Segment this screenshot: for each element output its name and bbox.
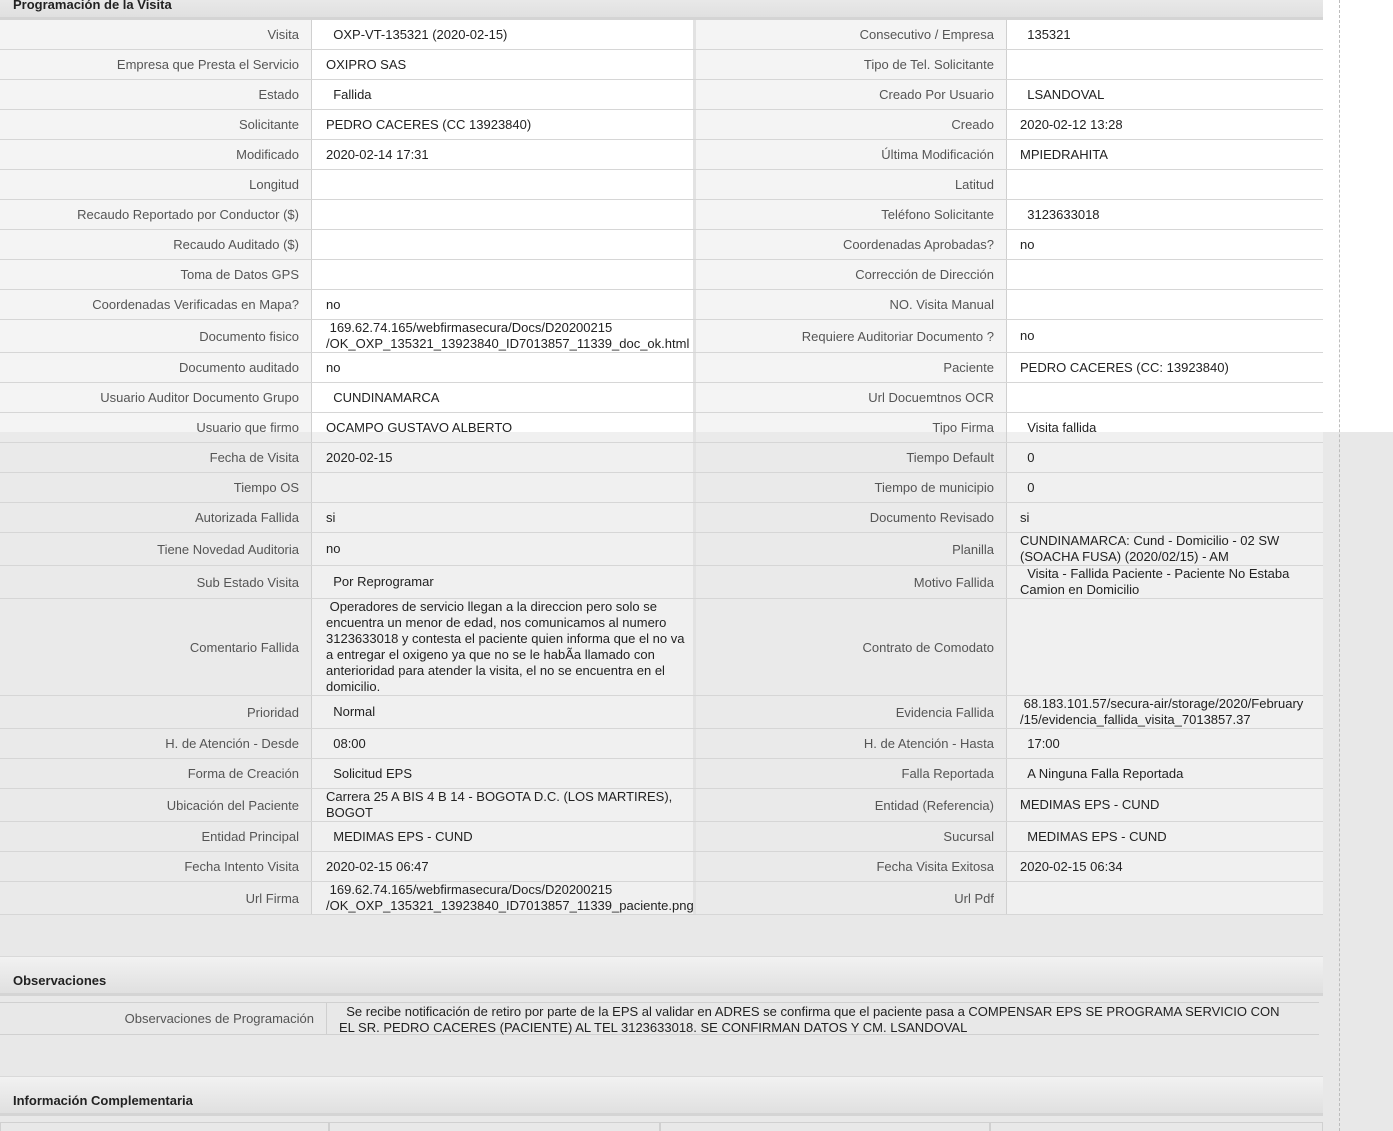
complementaria-cell (990, 1122, 1323, 1131)
field-label: Coordenadas Verificadas en Mapa? (0, 290, 312, 319)
field-value: 2020-02-15 06:34 (1007, 852, 1323, 881)
field-label: Paciente (696, 353, 1007, 382)
detail-row (0, 696, 1323, 729)
detail-row (0, 822, 1323, 852)
field-value: 0 (1007, 443, 1323, 472)
field-label: Tipo de Tel. Solicitante (696, 50, 1007, 79)
field-value: PEDRO CACERES (CC 13923840) (312, 110, 696, 139)
detail-row (0, 599, 1323, 696)
detail-row (0, 170, 1323, 200)
detail-row (0, 140, 1323, 170)
field-label: Fecha Visita Exitosa (696, 852, 1007, 881)
field-label: Documento auditado (0, 353, 312, 382)
field-label: Motivo Fallida (696, 566, 1007, 598)
field-value (1007, 260, 1323, 289)
field-value: Visita fallida (1007, 413, 1323, 442)
field-label: Fecha de Visita (0, 443, 312, 472)
field-label: Toma de Datos GPS (0, 260, 312, 289)
detail-row (0, 20, 1323, 50)
detail-row (0, 729, 1323, 759)
field-value: 2020-02-12 13:28 (1007, 110, 1323, 139)
field-label: Documento fisico (0, 320, 312, 352)
field-label: Visita (0, 20, 312, 49)
field-label: Longitud (0, 170, 312, 199)
field-value: 2020-02-14 17:31 (312, 140, 696, 169)
field-label: Entidad (Referencia) (696, 789, 1007, 821)
field-label: Consecutivo / Empresa (696, 20, 1007, 49)
field-label: Tiempo de municipio (696, 473, 1007, 502)
detail-row (0, 443, 1323, 473)
detail-row (0, 230, 1323, 260)
field-label: Comentario Fallida (0, 599, 312, 695)
field-label: Solicitante (0, 110, 312, 139)
detail-row (0, 50, 1323, 80)
detail-row (0, 110, 1323, 140)
observaciones-value: Se recibe notificación de retiro por parte de la EPS al validar en ADRES se confirma que el paciente pasa a COMPENSAR EPS SE PROGRAMA SERVICIO CON EL SR. PEDRO CACERES (PACIENTE) AL TEL 3123633018. SE CONFIRMAN DATOS Y CM. LSANDOVAL (339, 1004, 1280, 1035)
field-value: no (312, 290, 696, 319)
field-value: CUNDINAMARCA (312, 383, 696, 412)
field-value: A Ninguna Falla Reportada (1007, 759, 1323, 788)
field-value: no (312, 353, 696, 382)
field-label: Latitud (696, 170, 1007, 199)
visit-details-grid (0, 20, 1323, 915)
field-value: 169.62.74.165/webfirmasecura/Docs/D20200215 /OK_OXP_135321_13923840_ID7013857_11339_paciente.png (312, 882, 696, 914)
field-label: Ubicación del Paciente (0, 789, 312, 821)
section-header-observaciones (0, 956, 1323, 996)
field-value (1007, 290, 1323, 319)
field-value: 3123633018 (1007, 200, 1323, 229)
complementaria-cell (0, 1122, 329, 1131)
detail-row (0, 789, 1323, 822)
section-title-complementaria: Información Complementaria (13, 1093, 193, 1108)
field-label: Coordenadas Aprobadas? (696, 230, 1007, 259)
field-label: Usuario que firmo (0, 413, 312, 442)
field-value: no (1007, 230, 1323, 259)
field-value (312, 170, 696, 199)
field-value (312, 200, 696, 229)
field-value (1007, 50, 1323, 79)
field-label: Recaudo Auditado ($) (0, 230, 312, 259)
field-value: CUNDINAMARCA: Cund - Domicilio - 02 SW (SOACHA FUSA) (2020/02/15) - AM (1007, 533, 1323, 565)
field-value: 68.183.101.57/secura-air/storage/2020/February /15/evidencia_fallida_visita_7013857.37 (1007, 696, 1323, 728)
field-value: 2020-02-15 06:47 (312, 852, 696, 881)
field-value: PEDRO CACERES (CC: 13923840) (1007, 353, 1323, 382)
field-value: Visita - Fallida Paciente - Paciente No Estaba Camion en Domicilio (1007, 566, 1323, 598)
detail-row (0, 503, 1323, 533)
complementaria-cell (660, 1122, 990, 1131)
dashed-divider (1339, 0, 1340, 1131)
section-title-observaciones: Observaciones (13, 973, 107, 988)
field-value: 08:00 (312, 729, 696, 758)
field-label: Evidencia Fallida (696, 696, 1007, 728)
field-value: si (312, 503, 696, 532)
field-label: Documento Revisado (696, 503, 1007, 532)
field-value: OCAMPO GUSTAVO ALBERTO (312, 413, 696, 442)
detail-row (0, 413, 1323, 443)
field-value: no (1007, 320, 1323, 352)
detail-row (0, 260, 1323, 290)
field-value: MEDIMAS EPS - CUND (1007, 789, 1323, 821)
detail-row (0, 566, 1323, 599)
field-label: Contrato de Comodato (696, 599, 1007, 695)
field-label: Última Modificación (696, 140, 1007, 169)
field-value: MEDIMAS EPS - CUND (1007, 822, 1323, 851)
field-label: Tiempo Default (696, 443, 1007, 472)
section-header-programacion (0, 0, 1323, 20)
field-value (1007, 383, 1323, 412)
field-value: Operadores de servicio llegan a la direccion pero solo se encuentra un menor de edad, nos comunicamos al numero 3123633018 y contesta el paciente quien informa que el no va a entregar el oxigeno ya que no se le habÃa llamado con anterioridad para atender la visita, el no se encuentra en el domicilio. (312, 599, 696, 695)
field-label: Url Firma (0, 882, 312, 914)
field-label: Creado Por Usuario (696, 80, 1007, 109)
detail-row (0, 882, 1323, 915)
detail-row (0, 533, 1323, 566)
field-value (1007, 882, 1323, 914)
field-value: 169.62.74.165/webfirmasecura/Docs/D20200215 /OK_OXP_135321_13923840_ID7013857_11339_doc_ok.html (312, 320, 696, 352)
field-label: Sucursal (696, 822, 1007, 851)
field-label: Tiene Novedad Auditoria (0, 533, 312, 565)
detail-row (0, 852, 1323, 882)
field-value (1007, 170, 1323, 199)
field-value: 135321 (1007, 20, 1323, 49)
field-label: Recaudo Reportado por Conductor ($) (0, 200, 312, 229)
field-value: Fallida (312, 80, 696, 109)
field-label: Tiempo OS (0, 473, 312, 502)
field-label: Url Pdf (696, 882, 1007, 914)
field-label: Url Docuemtnos OCR (696, 383, 1007, 412)
field-value: no (312, 533, 696, 565)
field-label: H. de Atención - Desde (0, 729, 312, 758)
field-label: Autorizada Fallida (0, 503, 312, 532)
field-label: Planilla (696, 533, 1007, 565)
field-value: OXIPRO SAS (312, 50, 696, 79)
field-label: Tipo Firma (696, 413, 1007, 442)
field-value (312, 473, 696, 502)
field-value: Solicitud EPS (312, 759, 696, 788)
section-title-programacion: Programación de la Visita (13, 0, 172, 12)
field-label: Fecha Intento Visita (0, 852, 312, 881)
field-label: Creado (696, 110, 1007, 139)
detail-row (0, 320, 1323, 353)
field-value: Por Reprogramar (312, 566, 696, 598)
detail-row (0, 200, 1323, 230)
detail-row (0, 80, 1323, 110)
observaciones-row (0, 1002, 1319, 1035)
field-value: Carrera 25 A BIS 4 B 14 - BOGOTA D.C. (LOS MARTIRES), BOGOT (312, 789, 696, 821)
section-header-complementaria (0, 1076, 1323, 1116)
detail-row (0, 290, 1323, 320)
field-label: Empresa que Presta el Servicio (0, 50, 312, 79)
field-label: Requiere Auditoriar Documento ? (696, 320, 1007, 352)
field-value: 2020-02-15 (312, 443, 696, 472)
field-value (312, 230, 696, 259)
field-value (312, 260, 696, 289)
field-label: Estado (0, 80, 312, 109)
field-label: Entidad Principal (0, 822, 312, 851)
field-label: Teléfono Solicitante (696, 200, 1007, 229)
field-label: Forma de Creación (0, 759, 312, 788)
field-value: MEDIMAS EPS - CUND (312, 822, 696, 851)
field-label: NO. Visita Manual (696, 290, 1007, 319)
complementaria-cell (329, 1122, 660, 1131)
field-label: Falla Reportada (696, 759, 1007, 788)
field-label: Usuario Auditor Documento Grupo (0, 383, 312, 412)
field-value (1007, 599, 1323, 695)
field-value: OXP-VT-135321 (2020-02-15) (312, 20, 696, 49)
field-value: 17:00 (1007, 729, 1323, 758)
detail-row (0, 759, 1323, 789)
field-label: Sub Estado Visita (0, 566, 312, 598)
observaciones-label: Observaciones de Programación (0, 1003, 327, 1034)
detail-row (0, 473, 1323, 503)
field-label: Prioridad (0, 696, 312, 728)
field-label: H. de Atención - Hasta (696, 729, 1007, 758)
field-value: LSANDOVAL (1007, 80, 1323, 109)
field-value: MPIEDRAHITA (1007, 140, 1323, 169)
detail-row (0, 383, 1323, 413)
detail-row (0, 353, 1323, 383)
field-value: si (1007, 503, 1323, 532)
field-value: 0 (1007, 473, 1323, 502)
field-value: Normal (312, 696, 696, 728)
field-label: Modificado (0, 140, 312, 169)
field-label: Corrección de Dirección (696, 260, 1007, 289)
